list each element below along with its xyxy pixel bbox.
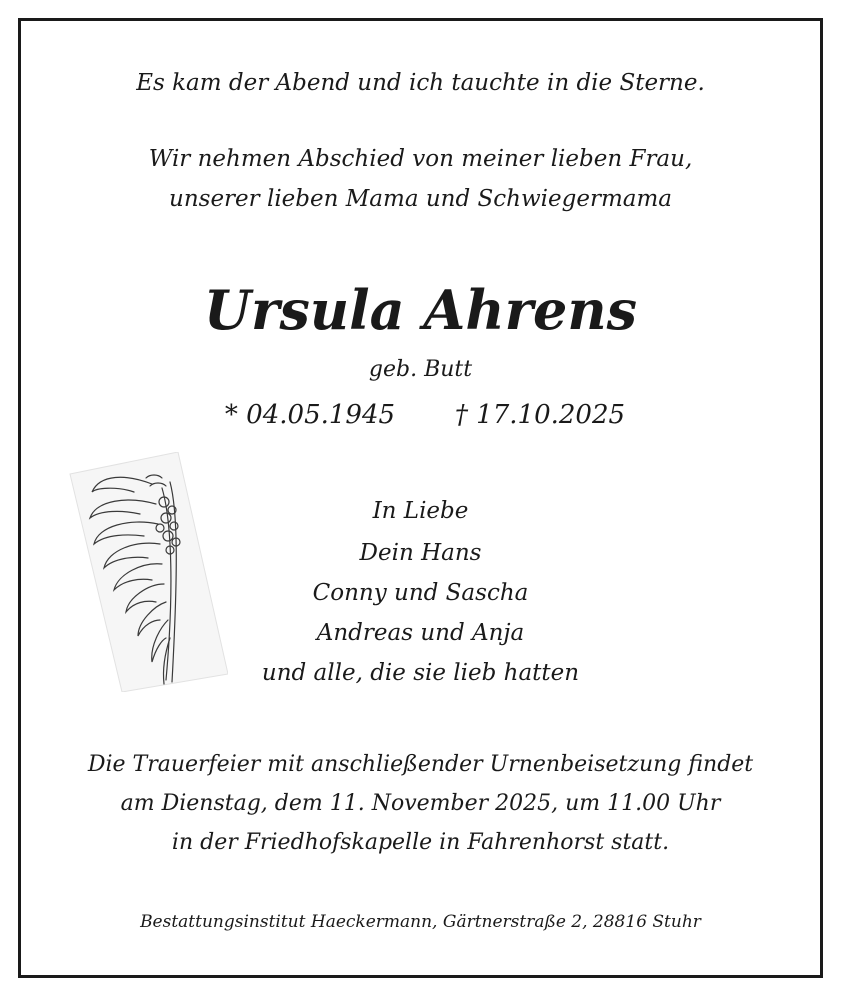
mourner-andreas-anja: Andreas und Anja (316, 620, 525, 646)
mourner-in-liebe: In Liebe (372, 498, 469, 524)
mourner-all: und alle, die sie lieb hatten (261, 660, 580, 686)
mourner-hans: Dein Hans (359, 540, 482, 566)
undertaker: Bestattungsinstitut Haeckermann, Gärtnerstraße 2, 28816 Stuhr (140, 912, 701, 932)
deceased-name: Ursula Ahrens (203, 278, 638, 342)
verse: Es kam der Abend und ich tauchte in die Sterne. (136, 70, 705, 96)
ceremony-line-1: Die Trauerfeier mit anschließender Urnenbeisetzung findet (87, 752, 754, 777)
death-date: † 17.10.2025 (454, 400, 626, 430)
intro-line-2: unserer lieben Mama und Schwiegermama (169, 186, 672, 212)
ceremony-line-2: am Dienstag, dem 11. November 2025, um 11.00 Uhr (120, 791, 721, 816)
maiden-name: geb. Butt (368, 357, 473, 382)
ceremony-line-3: in der Friedhofskapelle in Fahrenhorst statt. (171, 830, 670, 855)
mourner-conny-sascha: Conny und Sascha (312, 580, 529, 606)
intro-line-1: Wir nehmen Abschied von meiner lieben Frau, (148, 146, 693, 172)
angel-wing-icon (66, 452, 228, 692)
birth-date: * 04.05.1945 (224, 400, 396, 430)
